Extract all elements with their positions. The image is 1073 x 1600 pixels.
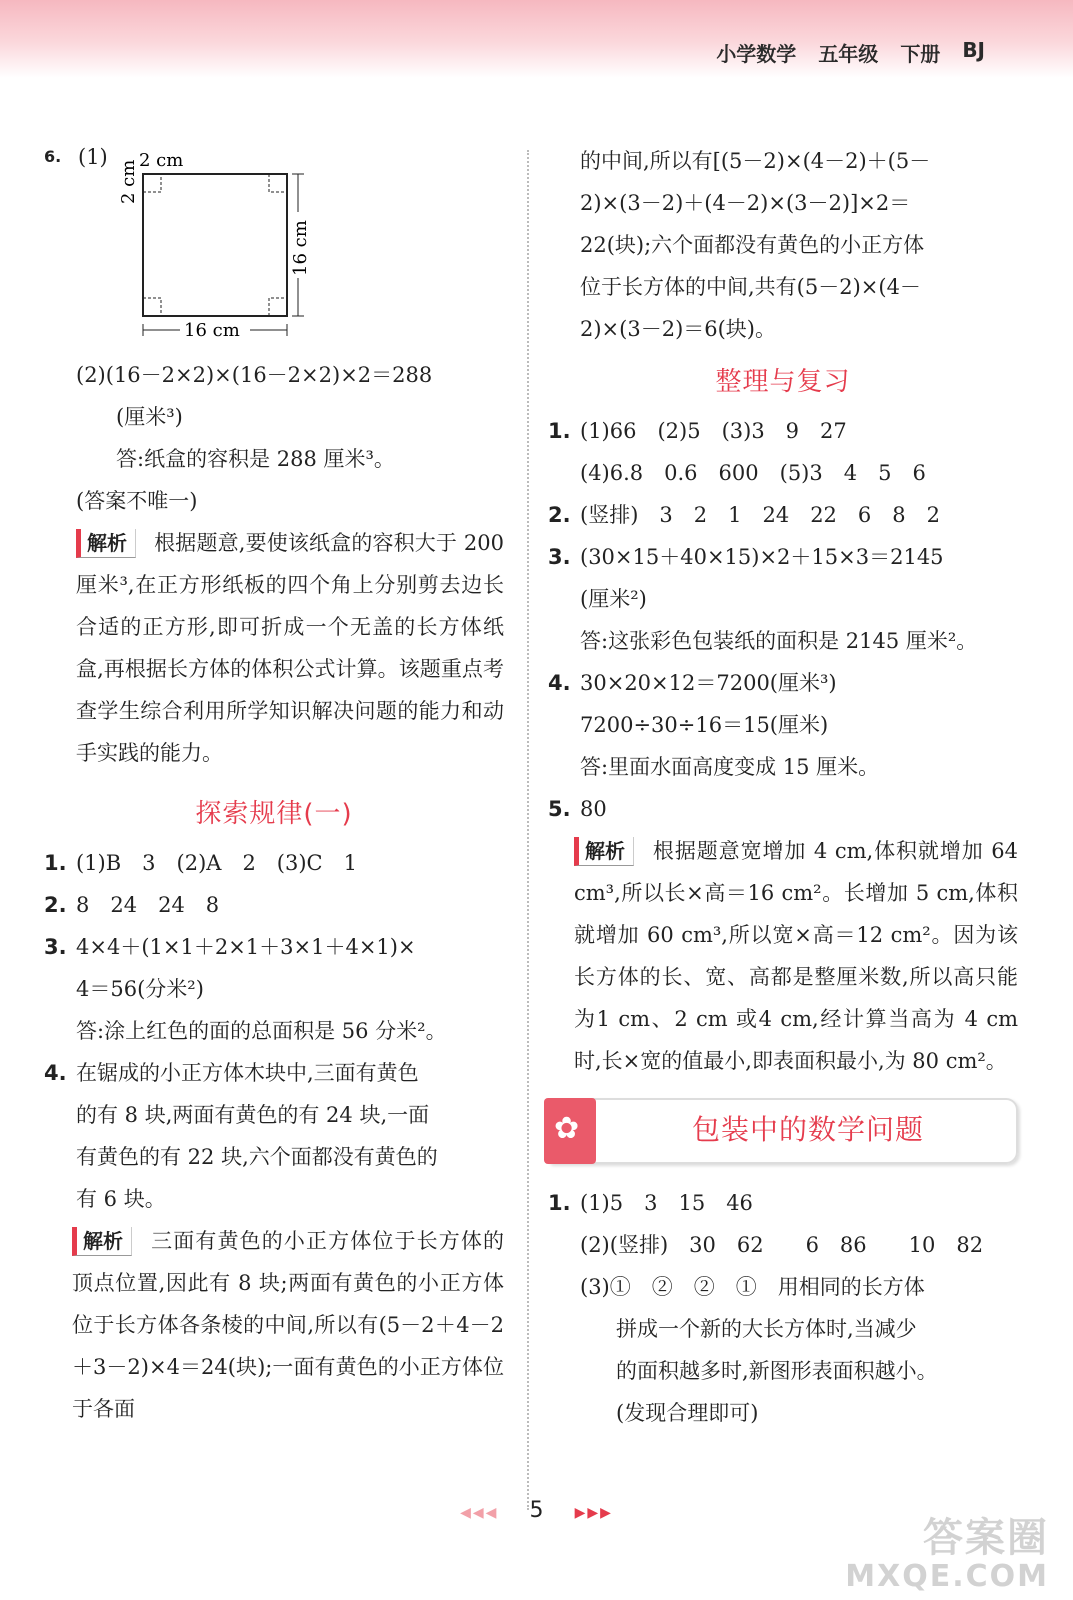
left-column [44,140,504,1430]
pattern-q4-line1: 在锯成的小正方体木块中,三面有黄色 [76,1061,419,1085]
q6-answer: 答:纸盒的容积是 288 厘米³。 [116,447,395,471]
header-subject: 小学数学 [716,42,797,66]
review-q3-number: 3. [548,545,571,569]
review-q3 [548,536,1018,578]
continued-line-3: 22(块);六个面都没有黄色的小正方体 [580,233,925,257]
pattern-q1-number: 1. [44,851,67,875]
pattern-q3-number: 3. [44,935,67,959]
review-q1-number: 1. [548,419,571,443]
pattern-q3-answer: 答:涂上红色的面的总面积是 56 分米²。 [76,1019,447,1043]
pattern-q3-line1: 4×4＋(1×1＋2×1＋3×1＋4×1)× [76,935,416,959]
analysis-tag: 解析 [76,529,136,558]
section-banner-packaging [548,1098,1018,1164]
fig-label-bottom: 16 cm [184,320,240,340]
section-title-review: 整理与复习 [715,367,851,397]
q6-number: 6. [44,147,62,166]
continued-line-1: 的中间,所以有[(5－2)×(4－2)＋(5－ [580,149,931,173]
pattern-q4-line2: 的有 8 块,两面有黄色的有 24 块,一面 [76,1103,430,1127]
review-q4-line2: 7200÷30÷16＝15(厘米) [580,713,829,737]
pattern-q1-text: (1)B 3 (2)A 2 (3)C 1 [76,851,357,875]
pattern-q1 [44,842,504,884]
pattern-q4-number: 4. [44,1061,67,1085]
pattern-q2-number: 2. [44,893,67,917]
watermark [845,1516,1049,1594]
packaging-q1-line2: (2)(竖排) 30 62 6 86 10 82 [580,1233,984,1257]
pattern-q3 [44,926,504,968]
q6-analysis [44,522,504,774]
review-q4-number: 4. [548,671,571,695]
prev-arrows-icon: ◀◀◀ [460,1505,499,1521]
right-column [548,140,1018,1434]
page-number: 5 [529,1498,544,1523]
packaging-q1 [548,1182,1018,1224]
continued-line-2: 2)×(3－2)＋(4－2)×(3－2)]×2＝ [580,191,911,215]
pattern-q4 [44,1052,504,1094]
fig-label-top: 2 cm [139,150,184,171]
packaging-q1-line4: 拼成一个新的大长方体时,当减少 [616,1317,917,1341]
continued-line-4: 位于长方体的中间,共有(5－2)×(4－ [580,275,921,299]
pattern-q3-line2: 4＝56(分米²) [76,977,204,1001]
section-title-pattern: 探索规律(一) [195,799,353,829]
q6-figure-block [44,140,504,340]
header-info [716,38,985,67]
packaging-q1-number: 1. [548,1191,571,1215]
watermark-sub: MXQE.COM [845,1559,1049,1594]
review-q2-number: 2. [548,503,571,527]
fig-label-right: 16 cm [290,220,311,276]
packaging-q1-line5: 的面积越多时,新图形表面积越小。 [616,1359,938,1383]
q6-part2-line1: (2)(16－2×2)×(16－2×2)×2＝288 [76,363,433,387]
packaging-q1-line1: (1)5 3 15 46 [580,1191,753,1215]
review-q5-analysis [548,830,1018,1082]
review-q3-line1: (30×15＋40×15)×2＋15×3＝2145 [580,545,944,569]
packaging-q1-line3: (3)① ② ② ① 用相同的长方体 [580,1275,925,1299]
pattern-q4-analysis [44,1220,504,1430]
review-q5-text: 80 [580,797,607,821]
header-edition: BJ [962,38,985,62]
review-q1-line2: (4)6.8 0.6 600 (5)3 4 5 6 [580,461,926,485]
review-q5-analysis-text: 根据题意宽增加 4 cm,体积就增加 64 cm³,所以长×高＝16 cm²。长增加 5 cm,体积就增加 60 cm³,所以宽×高＝12 cm²。因为该长方体的长、宽、高都是整厘米数,所以高只能为1 cm、2 cm 或4 cm,经计算当高为 4 cm 时,长×宽的值最小,即表面积最小,为 80 cm²。 [574,839,1018,1073]
review-q4-line1: 30×20×12＝7200(厘米³) [580,671,837,695]
q6-note: (答案不唯一) [76,489,198,513]
banner-flower-icon: ✿ [544,1098,596,1164]
square-cut-diagram [44,140,344,340]
analysis-tag: 解析 [72,1227,132,1256]
review-q1 [548,410,1018,452]
review-q3-line2: (厘米²) [580,587,647,611]
review-q4-answer: 答:里面水面高度变成 15 厘米。 [580,755,880,779]
column-divider [527,150,529,1510]
banner-title: 包装中的数学问题 [691,1113,924,1146]
review-q4 [548,662,1018,704]
continued-line-5: 2)×(3－2)＝6(块)。 [580,317,777,341]
next-arrows-icon: ▶▶▶ [574,1505,613,1521]
packaging-q1-line6: (发现合理即可) [616,1401,759,1425]
review-q5 [548,788,1018,830]
review-q2-text: (竖排) 3 2 1 24 22 6 8 2 [580,503,940,527]
q6-part2-line2: (厘米³) [116,405,183,429]
review-q3-answer: 答:这张彩色包装纸的面积是 2145 厘米²。 [580,629,978,653]
review-q2 [548,494,1018,536]
pattern-q4-line3: 有黄色的有 22 块,六个面都没有黄色的 [76,1145,438,1169]
pattern-q4-line4: 有 6 块。 [76,1187,166,1211]
header-volume: 下册 [900,42,941,66]
pattern-q2 [44,884,504,926]
header-grade: 五年级 [818,42,879,66]
q6-part1-label: (1) [78,145,108,169]
watermark-main: 答案圈 [923,1515,1049,1561]
pattern-q4-analysis-text: 三面有黄色的小正方体位于长方体的顶点位置,因此有 8 块;两面有黄色的小正方体位于长方体各条棱的中间,所以有(5－2＋4－2＋3－2)×4＝24(块);一面有黄色的小正方体位于各面 [72,1229,504,1421]
review-q5-number: 5. [548,797,571,821]
analysis-tag: 解析 [574,837,634,866]
review-q1-line1: (1)66 (2)5 (3)3 9 27 [580,419,847,443]
pattern-q2-text: 8 24 24 8 [76,893,220,917]
fig-label-left: 2 cm [118,159,139,204]
q6-analysis-text: 根据题意,要使该纸盒的容积大于 200 厘米³,在正方形纸板的四个角上分别剪去边长合适的正方形,即可折成一个无盖的长方体纸盒,再根据长方体的体积公式计算。该题重点考查学生综合利用所学知识解决问题的能力和动手实践的能力。 [76,531,504,765]
